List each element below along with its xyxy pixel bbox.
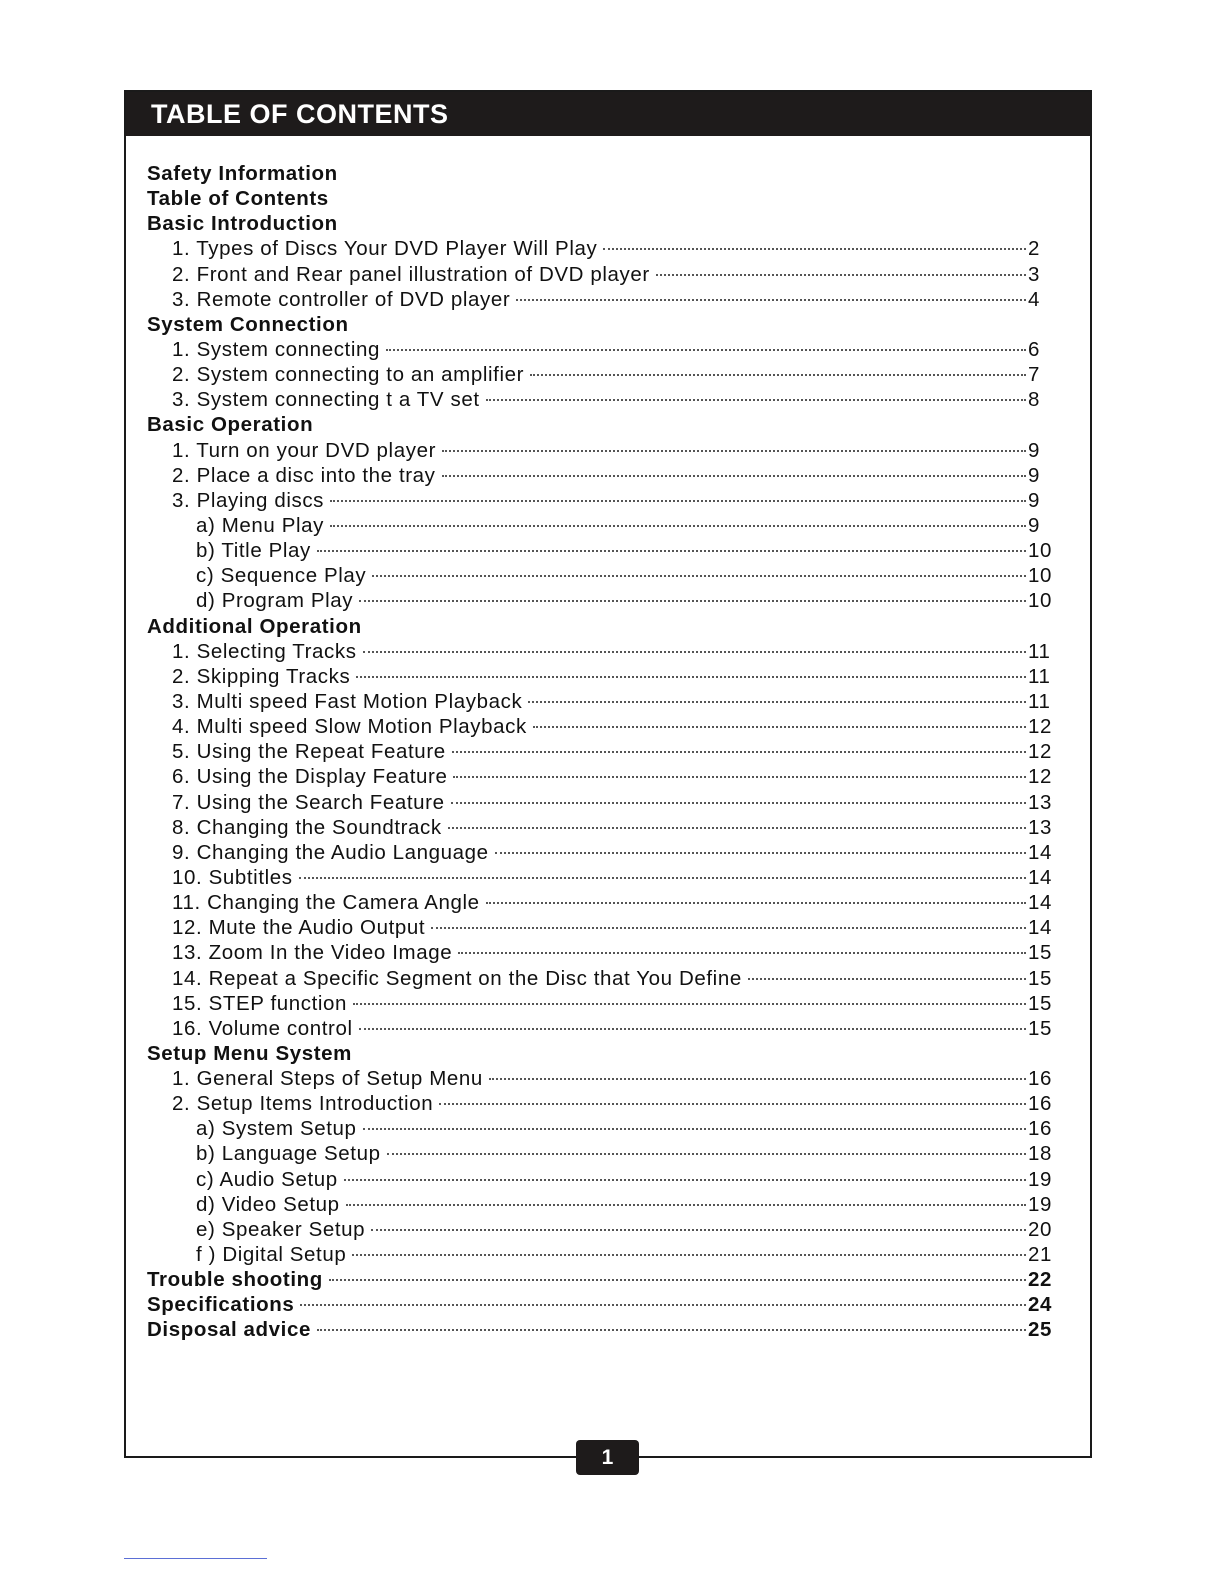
- dot-leader: [458, 952, 1026, 954]
- toc-entry: [147, 1167, 1054, 1192]
- toc-entry-page: 14: [1028, 916, 1053, 940]
- toc-entry-page: 21: [1028, 1243, 1053, 1267]
- toc-entry-label: 8. Changing the Soundtrack: [172, 815, 442, 839]
- toc-entry-label: 2. Skipping Tracks: [172, 664, 351, 688]
- toc-entry-page: 12: [1028, 715, 1053, 739]
- dot-leader: [387, 1153, 1026, 1155]
- dot-leader: [386, 349, 1026, 351]
- toc-entry-page: 9: [1028, 438, 1041, 462]
- toc-entry-label: 3. System connecting t a TV set: [172, 388, 480, 412]
- toc-entry: [147, 815, 1054, 840]
- toc-entry-label: Basic Introduction: [147, 212, 338, 236]
- toc-entry-label: c) Audio Setup: [196, 1167, 338, 1191]
- toc-entry-page: 9: [1028, 463, 1041, 487]
- toc-entry-label: 12. Mute the Audio Output: [172, 916, 426, 940]
- dot-leader: [346, 1204, 1026, 1206]
- toc-entry-label: 11. Changing the Camera Angle: [172, 891, 480, 915]
- toc-entry: [147, 991, 1054, 1016]
- toc-entry: [147, 1091, 1054, 1116]
- toc-entry-label: 14. Repeat a Specific Segment on the Disc that You Define: [172, 966, 742, 990]
- toc-entry-page: 19: [1028, 1192, 1053, 1216]
- toc-entry: [147, 438, 1054, 463]
- dot-leader: [359, 1028, 1026, 1030]
- toc-entry-label: 1. Selecting Tracks: [172, 639, 357, 663]
- toc-entry-page: 19: [1028, 1167, 1053, 1191]
- toc-entry: [147, 563, 1054, 588]
- dot-leader: [748, 978, 1026, 980]
- toc-entry: [147, 639, 1054, 664]
- toc-section: [147, 412, 1054, 437]
- toc-entry-label: b) Language Setup: [196, 1142, 381, 1166]
- dot-leader: [317, 1329, 1026, 1331]
- toc-entry-label: d) Video Setup: [196, 1192, 340, 1216]
- toc-entry-label: System Connection: [147, 312, 349, 336]
- toc-entry-label: 3. Playing discs: [172, 488, 325, 512]
- dot-leader: [371, 1229, 1026, 1231]
- dot-leader: [359, 600, 1026, 602]
- toc-entry-page: 9: [1028, 488, 1041, 512]
- toc-entry-page: 15: [1028, 966, 1053, 990]
- toc-entry-label: Additional Operation: [147, 614, 362, 638]
- toc-entry-label: 2. Front and Rear panel illustration of DVD player: [172, 262, 650, 286]
- dot-leader: [442, 450, 1026, 452]
- toc-section: [147, 186, 1054, 211]
- toc-entry: [147, 915, 1054, 940]
- dot-leader: [353, 1003, 1026, 1005]
- toc-entry-page: 10: [1028, 539, 1053, 563]
- toc-entry: [147, 1141, 1054, 1166]
- toc-entry-page: 13: [1028, 815, 1053, 839]
- toc-entry-page: 15: [1028, 941, 1053, 965]
- toc-entry: [147, 538, 1054, 563]
- dot-leader: [528, 701, 1026, 703]
- toc-entry: [147, 1116, 1054, 1141]
- toc-section: [147, 1317, 1054, 1342]
- table-of-contents: [147, 161, 1054, 1343]
- toc-entry-page: 8: [1028, 388, 1041, 412]
- toc-entry: [147, 513, 1054, 538]
- toc-entry: [147, 890, 1054, 915]
- dot-leader: [495, 852, 1026, 854]
- toc-entry: [147, 337, 1054, 362]
- toc-entry-label: 9. Changing the Audio Language: [172, 840, 489, 864]
- toc-entry-label: f ) Digital Setup: [196, 1243, 347, 1267]
- toc-entry-label: 1. Turn on your DVD player: [172, 438, 436, 462]
- toc-entry-page: 16: [1028, 1117, 1053, 1141]
- toc-entry: [147, 287, 1054, 312]
- toc-entry-page: 16: [1028, 1067, 1053, 1091]
- toc-entry: [147, 714, 1054, 739]
- dot-leader: [439, 1103, 1026, 1105]
- toc-entry-page: 24: [1028, 1293, 1053, 1317]
- dot-leader: [486, 399, 1026, 401]
- dot-leader: [317, 550, 1026, 552]
- toc-entry-label: c) Sequence Play: [196, 564, 367, 588]
- dot-leader: [300, 1304, 1026, 1306]
- toc-entry: [147, 764, 1054, 789]
- dot-leader: [352, 1254, 1026, 1256]
- toc-section: [147, 211, 1054, 236]
- dot-leader: [486, 902, 1026, 904]
- toc-entry-page: 15: [1028, 991, 1053, 1015]
- dot-leader: [603, 248, 1026, 250]
- toc-entry-label: 7. Using the Search Feature: [172, 790, 445, 814]
- toc-entry-label: b) Title Play: [196, 539, 311, 563]
- toc-entry-page: 12: [1028, 740, 1053, 764]
- toc-entry-label: Basic Operation: [147, 413, 314, 437]
- toc-entry: [147, 840, 1054, 865]
- toc-entry-label: Safety Information: [147, 162, 338, 185]
- toc-entry: [147, 1217, 1054, 1242]
- toc-entry: [147, 966, 1054, 991]
- toc-entry-label: 16. Volume control: [172, 1016, 353, 1040]
- dot-leader: [451, 802, 1026, 804]
- toc-entry-label: 3. Multi speed Fast Motion Playback: [172, 689, 523, 713]
- dot-leader: [330, 500, 1026, 502]
- dot-leader: [516, 299, 1026, 301]
- toc-entry-label: a) System Setup: [196, 1117, 357, 1141]
- toc-entry-page: 25: [1028, 1318, 1053, 1342]
- header-bar: [126, 92, 1090, 136]
- toc-entry-label: Trouble shooting: [147, 1268, 323, 1292]
- dot-leader: [453, 776, 1026, 778]
- footer-rule: [124, 1558, 267, 1559]
- dot-leader: [330, 525, 1026, 527]
- toc-entry: [147, 488, 1054, 513]
- toc-entry-page: 11: [1028, 664, 1051, 688]
- toc-entry-page: 11: [1028, 639, 1051, 663]
- toc-entry-label: 13. Zoom In the Video Image: [172, 941, 453, 965]
- dot-leader: [363, 1128, 1026, 1130]
- toc-entry: [147, 790, 1054, 815]
- toc-entry-page: 4: [1028, 287, 1041, 311]
- toc-entry-page: 22: [1028, 1268, 1053, 1292]
- toc-entry: [147, 689, 1054, 714]
- toc-entry-label: 2. Setup Items Introduction: [172, 1092, 434, 1116]
- toc-section: [147, 1292, 1054, 1317]
- dot-leader: [533, 726, 1026, 728]
- toc-entry-label: 1. Types of Discs Your DVD Player Will Play: [172, 237, 598, 261]
- page-number-badge: 1: [576, 1440, 639, 1475]
- toc-entry-page: 7: [1028, 363, 1041, 387]
- toc-section: [147, 1267, 1054, 1292]
- toc-section: [147, 312, 1054, 337]
- dot-leader: [530, 374, 1026, 376]
- toc-entry-label: 5. Using the Repeat Feature: [172, 740, 446, 764]
- toc-entry-page: 13: [1028, 790, 1053, 814]
- page-title: TABLE OF CONTENTS: [151, 99, 449, 129]
- toc-entry: [147, 1016, 1054, 1041]
- toc-entry-page: 9: [1028, 513, 1041, 537]
- toc-entry-page: 18: [1028, 1142, 1053, 1166]
- toc-entry-page: 2: [1028, 237, 1041, 261]
- toc-entry-page: 10: [1028, 564, 1053, 588]
- dot-leader: [372, 575, 1026, 577]
- toc-entry-page: 14: [1028, 891, 1053, 915]
- dot-leader: [299, 877, 1026, 879]
- dot-leader: [329, 1279, 1026, 1281]
- toc-entry-page: 10: [1028, 589, 1053, 613]
- toc-entry: [147, 236, 1054, 261]
- toc-entry-page: 3: [1028, 262, 1041, 286]
- toc-entry: [147, 262, 1054, 287]
- dot-leader: [489, 1078, 1026, 1080]
- toc-entry-label: 1. System connecting: [172, 337, 380, 361]
- toc-entry-page: 12: [1028, 765, 1053, 789]
- toc-entry-page: 20: [1028, 1217, 1053, 1241]
- dot-leader: [356, 676, 1026, 678]
- dot-leader: [431, 927, 1026, 929]
- toc-entry: [147, 387, 1054, 412]
- dot-leader: [363, 651, 1026, 653]
- toc-entry-page: 14: [1028, 840, 1053, 864]
- toc-entry-page: 11: [1028, 689, 1051, 713]
- toc-entry: [147, 1242, 1054, 1267]
- toc-section: [147, 614, 1054, 639]
- toc-entry-label: 4. Multi speed Slow Motion Playback: [172, 715, 527, 739]
- toc-entry: [147, 940, 1054, 965]
- toc-entry-label: Specifications: [147, 1293, 295, 1317]
- toc-entry-label: e) Speaker Setup: [196, 1217, 366, 1241]
- toc-entry: [147, 865, 1054, 890]
- toc-entry: [147, 463, 1054, 488]
- toc-entry-label: 2. Place a disc into the tray: [172, 463, 436, 487]
- toc-entry-page: 14: [1028, 865, 1053, 889]
- toc-entry: [147, 1066, 1054, 1091]
- toc-entry-label: a) Menu Play: [196, 513, 324, 537]
- dot-leader: [442, 475, 1026, 477]
- toc-entry: [147, 362, 1054, 387]
- toc-entry: [147, 664, 1054, 689]
- toc-section: [147, 161, 1054, 186]
- toc-entry-label: d) Program Play: [196, 589, 354, 613]
- toc-section: [147, 1041, 1054, 1066]
- toc-entry-label: 15. STEP function: [172, 991, 348, 1015]
- toc-entry-label: 1. General Steps of Setup Menu: [172, 1067, 483, 1091]
- toc-entry: [147, 739, 1054, 764]
- toc-entry-label: 10. Subtitles: [172, 865, 293, 889]
- toc-entry-label: 6. Using the Display Feature: [172, 765, 448, 789]
- toc-entry-page: 16: [1028, 1092, 1053, 1116]
- toc-entry: [147, 588, 1054, 613]
- toc-entry: [147, 1192, 1054, 1217]
- dot-leader: [452, 751, 1026, 753]
- toc-entry-page: 6: [1028, 337, 1041, 361]
- toc-entry-label: Setup Menu System: [147, 1041, 352, 1065]
- dot-leader: [656, 274, 1026, 276]
- toc-entry-label: Table of Contents: [147, 187, 329, 211]
- toc-entry-label: 2. System connecting to an amplifier: [172, 363, 525, 387]
- toc-entry-label: 3. Remote controller of DVD player: [172, 287, 511, 311]
- toc-entry-page: 15: [1028, 1016, 1053, 1040]
- toc-entry-label: Disposal advice: [147, 1318, 311, 1342]
- dot-leader: [344, 1179, 1026, 1181]
- dot-leader: [448, 827, 1026, 829]
